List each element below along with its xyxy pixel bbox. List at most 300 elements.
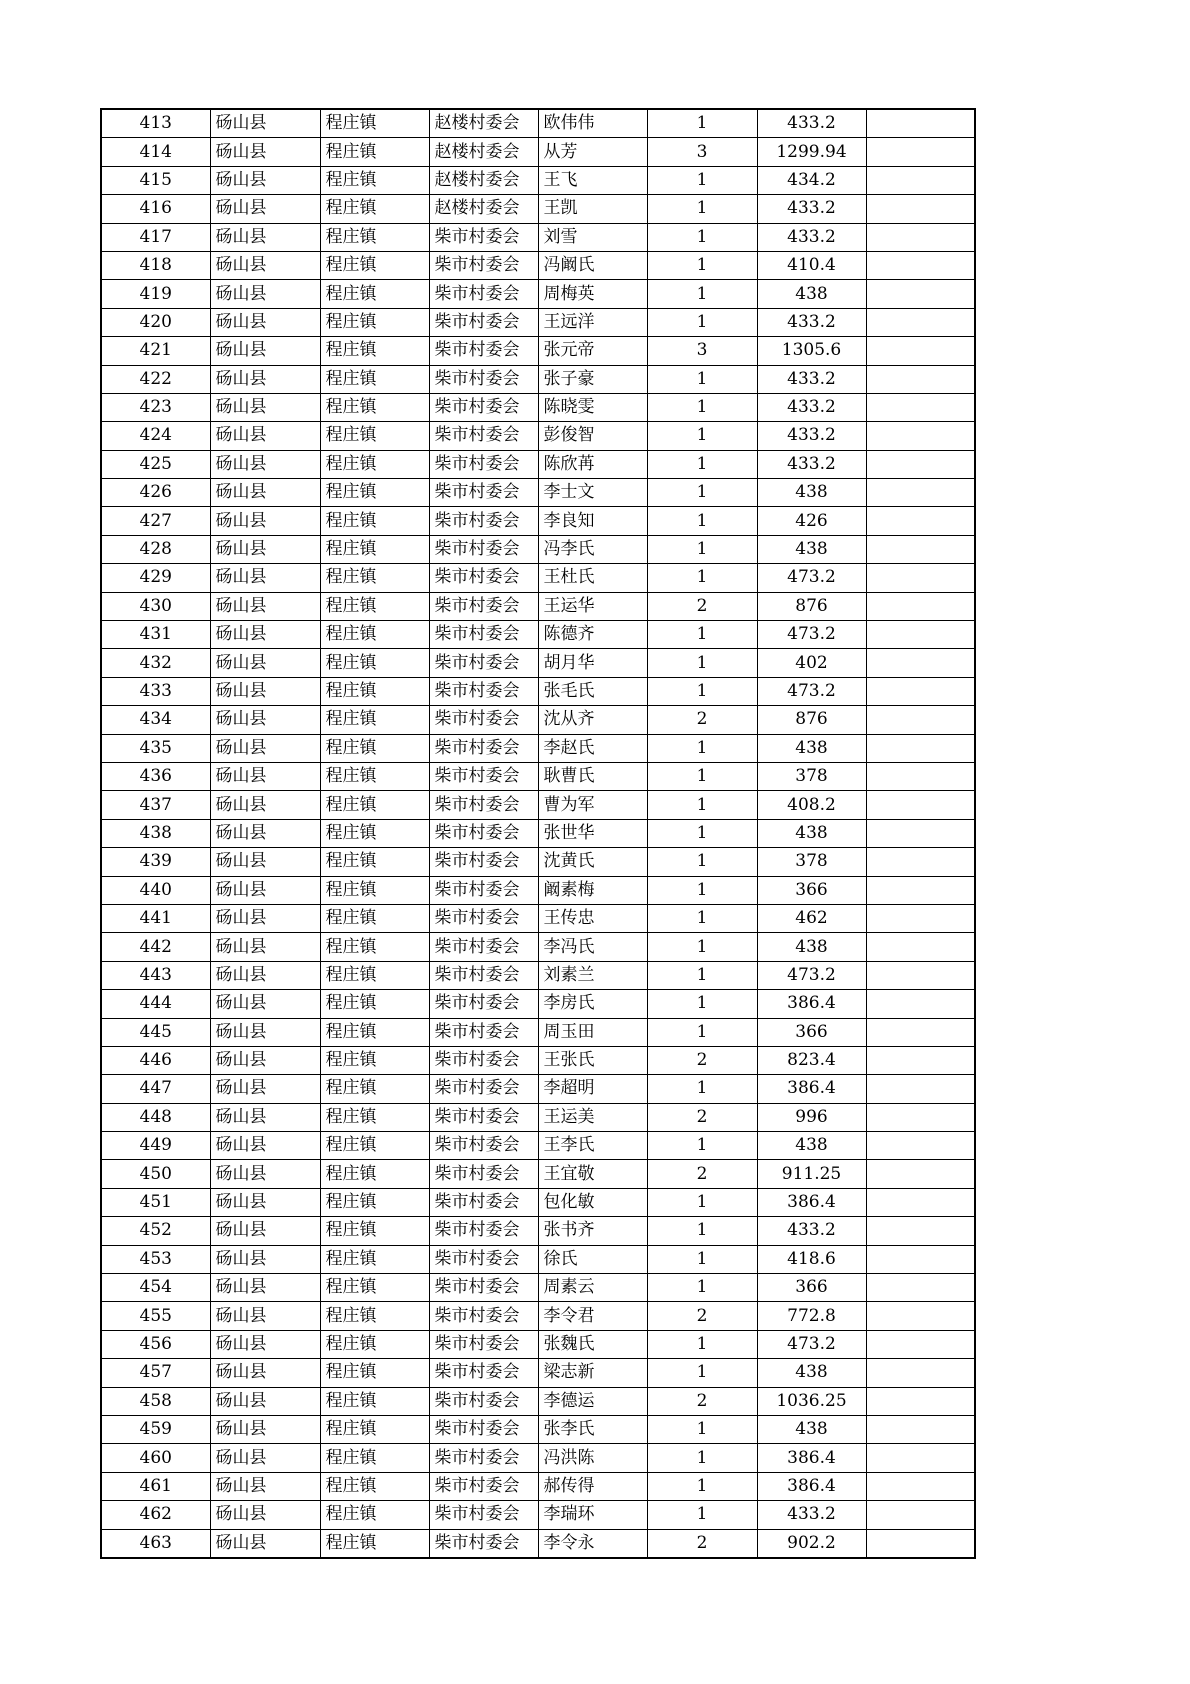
table-row xyxy=(101,166,975,194)
table-row xyxy=(101,1330,975,1358)
amount-cell: 433.2 xyxy=(757,450,866,478)
remark-cell xyxy=(866,791,975,819)
village-committee-cell: 柴市村委会 xyxy=(429,1359,538,1387)
remark-cell xyxy=(866,1387,975,1415)
name-cell: 王飞 xyxy=(538,166,647,194)
amount-cell: 402 xyxy=(757,649,866,677)
town-cell: 程庄镇 xyxy=(320,904,429,932)
household-size-cell: 1 xyxy=(647,933,757,961)
household-size-cell: 1 xyxy=(647,876,757,904)
amount-cell: 438 xyxy=(757,734,866,762)
town-cell: 程庄镇 xyxy=(320,422,429,450)
household-size-cell: 2 xyxy=(647,1103,757,1131)
town-cell: 程庄镇 xyxy=(320,762,429,790)
remark-cell xyxy=(866,734,975,762)
table-row xyxy=(101,393,975,421)
remark-cell xyxy=(866,195,975,223)
name-cell: 冯洪陈 xyxy=(538,1444,647,1472)
town-cell: 程庄镇 xyxy=(320,876,429,904)
amount-cell: 462 xyxy=(757,904,866,932)
county-cell: 砀山县 xyxy=(210,166,320,194)
village-committee-cell: 柴市村委会 xyxy=(429,1103,538,1131)
row-number-cell: 432 xyxy=(101,649,210,677)
remark-cell xyxy=(866,280,975,308)
table-row xyxy=(101,677,975,705)
county-cell: 砀山县 xyxy=(210,422,320,450)
amount-cell: 433.2 xyxy=(757,393,866,421)
name-cell: 王远洋 xyxy=(538,308,647,336)
village-committee-cell: 柴市村委会 xyxy=(429,280,538,308)
remark-cell xyxy=(866,1274,975,1302)
amount-cell: 996 xyxy=(757,1103,866,1131)
table-row xyxy=(101,791,975,819)
town-cell: 程庄镇 xyxy=(320,1160,429,1188)
row-number-cell: 423 xyxy=(101,393,210,421)
household-size-cell: 1 xyxy=(647,280,757,308)
village-committee-cell: 柴市村委会 xyxy=(429,535,538,563)
amount-cell: 433.2 xyxy=(757,223,866,251)
county-cell: 砀山县 xyxy=(210,1188,320,1216)
county-cell: 砀山县 xyxy=(210,1217,320,1245)
name-cell: 王张氏 xyxy=(538,1046,647,1074)
table-row xyxy=(101,1018,975,1046)
row-number-cell: 420 xyxy=(101,308,210,336)
table-row xyxy=(101,195,975,223)
town-cell: 程庄镇 xyxy=(320,1359,429,1387)
town-cell: 程庄镇 xyxy=(320,1103,429,1131)
town-cell: 程庄镇 xyxy=(320,564,429,592)
name-cell: 曹为军 xyxy=(538,791,647,819)
remark-cell xyxy=(866,109,975,138)
remark-cell xyxy=(866,592,975,620)
remark-cell xyxy=(866,1046,975,1074)
table-row xyxy=(101,592,975,620)
row-number-cell: 457 xyxy=(101,1359,210,1387)
row-number-cell: 447 xyxy=(101,1075,210,1103)
village-committee-cell: 柴市村委会 xyxy=(429,507,538,535)
county-cell: 砀山县 xyxy=(210,365,320,393)
row-number-cell: 459 xyxy=(101,1415,210,1443)
village-committee-cell: 柴市村委会 xyxy=(429,734,538,762)
name-cell: 王运美 xyxy=(538,1103,647,1131)
county-cell: 砀山县 xyxy=(210,280,320,308)
amount-cell: 876 xyxy=(757,706,866,734)
table-row xyxy=(101,876,975,904)
town-cell: 程庄镇 xyxy=(320,1188,429,1216)
name-cell: 李士文 xyxy=(538,479,647,507)
name-cell: 沈从齐 xyxy=(538,706,647,734)
village-committee-cell: 柴市村委会 xyxy=(429,251,538,279)
table-row xyxy=(101,1132,975,1160)
row-number-cell: 418 xyxy=(101,251,210,279)
amount-cell: 473.2 xyxy=(757,621,866,649)
amount-cell: 386.4 xyxy=(757,1472,866,1500)
table-row xyxy=(101,535,975,563)
town-cell: 程庄镇 xyxy=(320,734,429,762)
remark-cell xyxy=(866,649,975,677)
village-committee-cell: 柴市村委会 xyxy=(429,961,538,989)
county-cell: 砀山县 xyxy=(210,1444,320,1472)
name-cell: 张魏氏 xyxy=(538,1330,647,1358)
row-number-cell: 445 xyxy=(101,1018,210,1046)
row-number-cell: 446 xyxy=(101,1046,210,1074)
name-cell: 耿曹氏 xyxy=(538,762,647,790)
county-cell: 砀山县 xyxy=(210,876,320,904)
household-size-cell: 1 xyxy=(647,1274,757,1302)
name-cell: 欧伟伟 xyxy=(538,109,647,138)
row-number-cell: 451 xyxy=(101,1188,210,1216)
county-cell: 砀山县 xyxy=(210,450,320,478)
amount-cell: 434.2 xyxy=(757,166,866,194)
town-cell: 程庄镇 xyxy=(320,1046,429,1074)
household-size-cell: 1 xyxy=(647,990,757,1018)
village-committee-cell: 柴市村委会 xyxy=(429,365,538,393)
amount-cell: 366 xyxy=(757,876,866,904)
amount-cell: 902.2 xyxy=(757,1529,866,1558)
county-cell: 砀山县 xyxy=(210,734,320,762)
county-cell: 砀山县 xyxy=(210,649,320,677)
table-row xyxy=(101,1103,975,1131)
amount-cell: 438 xyxy=(757,1132,866,1160)
table-row xyxy=(101,1415,975,1443)
table-row xyxy=(101,848,975,876)
name-cell: 刘雪 xyxy=(538,223,647,251)
row-number-cell: 437 xyxy=(101,791,210,819)
village-committee-cell: 柴市村委会 xyxy=(429,791,538,819)
village-committee-cell: 柴市村委会 xyxy=(429,1132,538,1160)
household-size-cell: 1 xyxy=(647,535,757,563)
table-row xyxy=(101,933,975,961)
remark-cell xyxy=(866,393,975,421)
table-row xyxy=(101,762,975,790)
town-cell: 程庄镇 xyxy=(320,138,429,166)
table-row xyxy=(101,251,975,279)
table-row xyxy=(101,1274,975,1302)
town-cell: 程庄镇 xyxy=(320,1132,429,1160)
county-cell: 砀山县 xyxy=(210,1415,320,1443)
county-cell: 砀山县 xyxy=(210,308,320,336)
amount-cell: 876 xyxy=(757,592,866,620)
town-cell: 程庄镇 xyxy=(320,1501,429,1529)
remark-cell xyxy=(866,1472,975,1500)
town-cell: 程庄镇 xyxy=(320,1217,429,1245)
name-cell: 从芳 xyxy=(538,138,647,166)
table-row xyxy=(101,223,975,251)
table-row xyxy=(101,109,975,138)
remark-cell xyxy=(866,507,975,535)
county-cell: 砀山县 xyxy=(210,904,320,932)
village-committee-cell: 柴市村委会 xyxy=(429,677,538,705)
household-size-cell: 1 xyxy=(647,1472,757,1500)
town-cell: 程庄镇 xyxy=(320,1444,429,1472)
amount-cell: 433.2 xyxy=(757,365,866,393)
name-cell: 王传忠 xyxy=(538,904,647,932)
amount-cell: 911.25 xyxy=(757,1160,866,1188)
row-number-cell: 452 xyxy=(101,1217,210,1245)
village-committee-cell: 柴市村委会 xyxy=(429,1160,538,1188)
village-committee-cell: 柴市村委会 xyxy=(429,1274,538,1302)
table-row xyxy=(101,904,975,932)
remark-cell xyxy=(866,1103,975,1131)
row-number-cell: 433 xyxy=(101,677,210,705)
village-committee-cell: 柴市村委会 xyxy=(429,1075,538,1103)
row-number-cell: 417 xyxy=(101,223,210,251)
remark-cell xyxy=(866,564,975,592)
remark-cell xyxy=(866,1217,975,1245)
household-size-cell: 1 xyxy=(647,450,757,478)
table-row xyxy=(101,1359,975,1387)
name-cell: 周素云 xyxy=(538,1274,647,1302)
village-committee-cell: 赵楼村委会 xyxy=(429,109,538,138)
household-size-cell: 1 xyxy=(647,109,757,138)
row-number-cell: 416 xyxy=(101,195,210,223)
village-committee-cell: 柴市村委会 xyxy=(429,1245,538,1273)
name-cell: 张李氏 xyxy=(538,1415,647,1443)
county-cell: 砀山县 xyxy=(210,393,320,421)
remark-cell xyxy=(866,1018,975,1046)
table-row xyxy=(101,734,975,762)
county-cell: 砀山县 xyxy=(210,791,320,819)
household-size-cell: 1 xyxy=(647,1075,757,1103)
name-cell: 李德运 xyxy=(538,1387,647,1415)
amount-cell: 433.2 xyxy=(757,1217,866,1245)
town-cell: 程庄镇 xyxy=(320,649,429,677)
village-committee-cell: 柴市村委会 xyxy=(429,848,538,876)
remark-cell xyxy=(866,422,975,450)
town-cell: 程庄镇 xyxy=(320,1245,429,1273)
village-committee-cell: 赵楼村委会 xyxy=(429,195,538,223)
household-size-cell: 2 xyxy=(647,1046,757,1074)
household-size-cell: 1 xyxy=(647,195,757,223)
name-cell: 王杜氏 xyxy=(538,564,647,592)
name-cell: 张书齐 xyxy=(538,1217,647,1245)
town-cell: 程庄镇 xyxy=(320,479,429,507)
table-body xyxy=(101,109,975,1558)
household-size-cell: 1 xyxy=(647,621,757,649)
amount-cell: 386.4 xyxy=(757,1075,866,1103)
amount-cell: 433.2 xyxy=(757,109,866,138)
row-number-cell: 424 xyxy=(101,422,210,450)
row-number-cell: 427 xyxy=(101,507,210,535)
town-cell: 程庄镇 xyxy=(320,819,429,847)
town-cell: 程庄镇 xyxy=(320,393,429,421)
table-row xyxy=(101,365,975,393)
table-row xyxy=(101,1501,975,1529)
village-committee-cell: 柴市村委会 xyxy=(429,762,538,790)
remark-cell xyxy=(866,1245,975,1273)
town-cell: 程庄镇 xyxy=(320,1387,429,1415)
county-cell: 砀山县 xyxy=(210,706,320,734)
table-row xyxy=(101,1302,975,1330)
row-number-cell: 442 xyxy=(101,933,210,961)
name-cell: 张世华 xyxy=(538,819,647,847)
row-number-cell: 425 xyxy=(101,450,210,478)
county-cell: 砀山县 xyxy=(210,337,320,365)
county-cell: 砀山县 xyxy=(210,1529,320,1558)
remark-cell xyxy=(866,1302,975,1330)
remark-cell xyxy=(866,1075,975,1103)
household-size-cell: 1 xyxy=(647,507,757,535)
town-cell: 程庄镇 xyxy=(320,1472,429,1500)
household-size-cell: 1 xyxy=(647,762,757,790)
town-cell: 程庄镇 xyxy=(320,337,429,365)
village-committee-cell: 柴市村委会 xyxy=(429,450,538,478)
county-cell: 砀山县 xyxy=(210,592,320,620)
household-size-cell: 1 xyxy=(647,393,757,421)
county-cell: 砀山县 xyxy=(210,848,320,876)
row-number-cell: 413 xyxy=(101,109,210,138)
village-committee-cell: 柴市村委会 xyxy=(429,819,538,847)
name-cell: 李令永 xyxy=(538,1529,647,1558)
name-cell: 王凯 xyxy=(538,195,647,223)
name-cell: 李超明 xyxy=(538,1075,647,1103)
remark-cell xyxy=(866,1444,975,1472)
town-cell: 程庄镇 xyxy=(320,791,429,819)
town-cell: 程庄镇 xyxy=(320,848,429,876)
village-committee-cell: 柴市村委会 xyxy=(429,1217,538,1245)
table-row xyxy=(101,1160,975,1188)
amount-cell: 418.6 xyxy=(757,1245,866,1273)
remark-cell xyxy=(866,1132,975,1160)
county-cell: 砀山县 xyxy=(210,762,320,790)
town-cell: 程庄镇 xyxy=(320,990,429,1018)
amount-cell: 386.4 xyxy=(757,990,866,1018)
household-size-cell: 1 xyxy=(647,1132,757,1160)
household-size-cell: 1 xyxy=(647,819,757,847)
row-number-cell: 436 xyxy=(101,762,210,790)
table-row xyxy=(101,1046,975,1074)
household-size-cell: 1 xyxy=(647,791,757,819)
county-cell: 砀山县 xyxy=(210,1245,320,1273)
remark-cell xyxy=(866,337,975,365)
amount-cell: 438 xyxy=(757,933,866,961)
name-cell: 包化敏 xyxy=(538,1188,647,1216)
table-row xyxy=(101,422,975,450)
town-cell: 程庄镇 xyxy=(320,621,429,649)
county-cell: 砀山县 xyxy=(210,564,320,592)
household-size-cell: 3 xyxy=(647,138,757,166)
county-cell: 砀山县 xyxy=(210,990,320,1018)
town-cell: 程庄镇 xyxy=(320,1018,429,1046)
household-size-cell: 2 xyxy=(647,1387,757,1415)
row-number-cell: 431 xyxy=(101,621,210,649)
village-committee-cell: 柴市村委会 xyxy=(429,1302,538,1330)
town-cell: 程庄镇 xyxy=(320,308,429,336)
row-number-cell: 448 xyxy=(101,1103,210,1131)
table-row xyxy=(101,1245,975,1273)
county-cell: 砀山县 xyxy=(210,195,320,223)
village-committee-cell: 柴市村委会 xyxy=(429,876,538,904)
household-size-cell: 2 xyxy=(647,592,757,620)
village-committee-cell: 赵楼村委会 xyxy=(429,166,538,194)
amount-cell: 1299.94 xyxy=(757,138,866,166)
remark-cell xyxy=(866,1188,975,1216)
village-committee-cell: 柴市村委会 xyxy=(429,1046,538,1074)
name-cell: 李冯氏 xyxy=(538,933,647,961)
remark-cell xyxy=(866,677,975,705)
household-size-cell: 1 xyxy=(647,1415,757,1443)
amount-cell: 426 xyxy=(757,507,866,535)
name-cell: 郝传得 xyxy=(538,1472,647,1500)
name-cell: 徐氏 xyxy=(538,1245,647,1273)
town-cell: 程庄镇 xyxy=(320,166,429,194)
household-size-cell: 1 xyxy=(647,1330,757,1358)
amount-cell: 823.4 xyxy=(757,1046,866,1074)
row-number-cell: 438 xyxy=(101,819,210,847)
name-cell: 阚素梅 xyxy=(538,876,647,904)
village-committee-cell: 柴市村委会 xyxy=(429,564,538,592)
county-cell: 砀山县 xyxy=(210,1274,320,1302)
table-row xyxy=(101,564,975,592)
county-cell: 砀山县 xyxy=(210,1330,320,1358)
household-size-cell: 1 xyxy=(647,365,757,393)
name-cell: 张毛氏 xyxy=(538,677,647,705)
county-cell: 砀山县 xyxy=(210,1075,320,1103)
household-size-cell: 2 xyxy=(647,1160,757,1188)
table-row xyxy=(101,1472,975,1500)
village-committee-cell: 柴市村委会 xyxy=(429,1188,538,1216)
name-cell: 彭俊智 xyxy=(538,422,647,450)
remark-cell xyxy=(866,819,975,847)
row-number-cell: 460 xyxy=(101,1444,210,1472)
household-size-cell: 1 xyxy=(647,961,757,989)
village-committee-cell: 柴市村委会 xyxy=(429,1444,538,1472)
remark-cell xyxy=(866,1529,975,1558)
name-cell: 梁志新 xyxy=(538,1359,647,1387)
village-committee-cell: 柴市村委会 xyxy=(429,904,538,932)
amount-cell: 433.2 xyxy=(757,1501,866,1529)
village-committee-cell: 柴市村委会 xyxy=(429,706,538,734)
name-cell: 王李氏 xyxy=(538,1132,647,1160)
remark-cell xyxy=(866,762,975,790)
county-cell: 砀山县 xyxy=(210,677,320,705)
county-cell: 砀山县 xyxy=(210,1103,320,1131)
amount-cell: 473.2 xyxy=(757,1330,866,1358)
village-committee-cell: 柴市村委会 xyxy=(429,933,538,961)
county-cell: 砀山县 xyxy=(210,961,320,989)
county-cell: 砀山县 xyxy=(210,1160,320,1188)
table-row xyxy=(101,450,975,478)
table-row xyxy=(101,479,975,507)
amount-cell: 433.2 xyxy=(757,422,866,450)
table-row xyxy=(101,138,975,166)
remark-cell xyxy=(866,706,975,734)
village-committee-cell: 柴市村委会 xyxy=(429,990,538,1018)
name-cell: 张元帝 xyxy=(538,337,647,365)
row-number-cell: 461 xyxy=(101,1472,210,1500)
town-cell: 程庄镇 xyxy=(320,592,429,620)
name-cell: 冯阚氏 xyxy=(538,251,647,279)
village-committee-cell: 柴市村委会 xyxy=(429,479,538,507)
name-cell: 李赵氏 xyxy=(538,734,647,762)
remark-cell xyxy=(866,1415,975,1443)
remark-cell xyxy=(866,450,975,478)
county-cell: 砀山县 xyxy=(210,1472,320,1500)
amount-cell: 433.2 xyxy=(757,308,866,336)
county-cell: 砀山县 xyxy=(210,1387,320,1415)
town-cell: 程庄镇 xyxy=(320,251,429,279)
remark-cell xyxy=(866,933,975,961)
remark-cell xyxy=(866,138,975,166)
town-cell: 程庄镇 xyxy=(320,1302,429,1330)
remark-cell xyxy=(866,961,975,989)
town-cell: 程庄镇 xyxy=(320,1330,429,1358)
amount-cell: 438 xyxy=(757,535,866,563)
row-number-cell: 449 xyxy=(101,1132,210,1160)
town-cell: 程庄镇 xyxy=(320,677,429,705)
row-number-cell: 443 xyxy=(101,961,210,989)
county-cell: 砀山县 xyxy=(210,535,320,563)
